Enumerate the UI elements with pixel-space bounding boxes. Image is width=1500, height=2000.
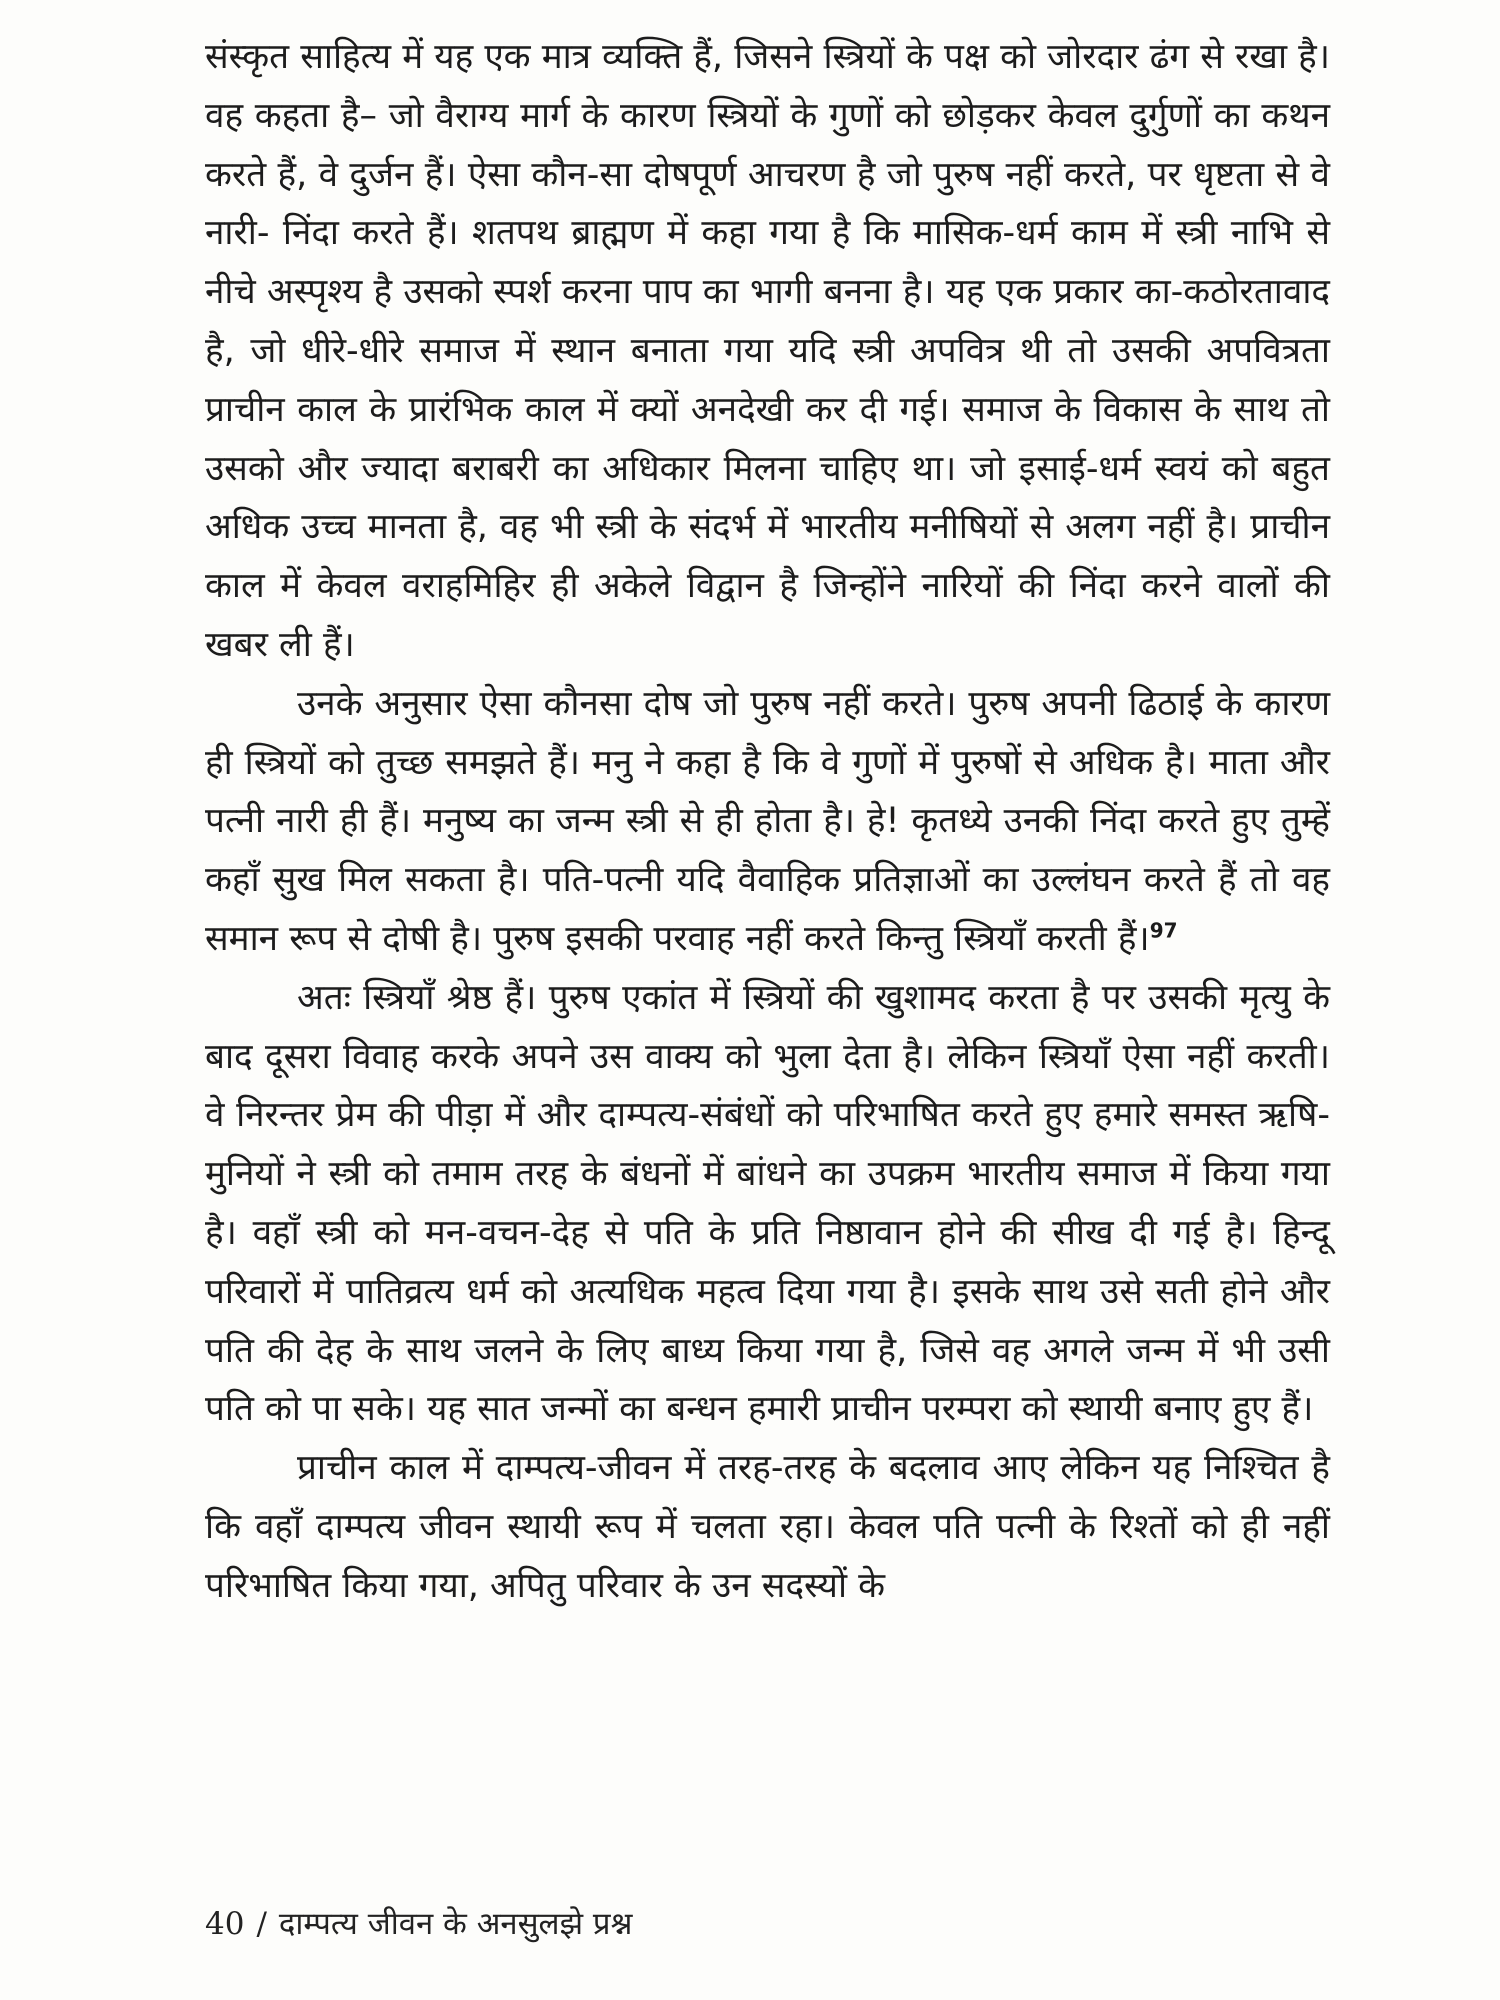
paragraph-1 (205, 28, 1330, 675)
footnote-reference: 97 (1149, 918, 1178, 943)
paragraph-4-text: प्राचीन काल में दाम्पत्य-जीवन में तरह-तरह के बदलाव आए लेकिन यह निश्चित है कि वहाँ दाम्पत्य जीवन स्थायी रूप में चलता रहा। केवल पति पत्नी के रिश्तों को ही नहीं परिभाषित किया गया, अपितु परिवार के उन सदस्यों के (205, 1448, 1330, 1606)
paragraph-4 (205, 1439, 1330, 1615)
body-text (205, 28, 1330, 1616)
running-title: दाम्पत्य जीवन के अनसुलझे प्रश्न (278, 1906, 633, 1942)
paragraph-3 (205, 969, 1330, 1439)
paragraph-1-text: संस्कृत साहित्य में यह एक मात्र व्यक्ति हैं, जिसने स्त्रियों के पक्ष को जोरदार ढंग से रखा है। वह कहता है– जो वैराग्य मार्ग के कारण स्त्रियों के गुणों को छोड़कर केवल दुर्गुणों का कथन करते हैं, वे दुर्जन हैं। ऐसा कौन-सा दोषपूर्ण आचरण है जो पुरुष नहीं करते, पर धृष्टता से वे नारी- निंदा करते हैं। शतपथ ब्राह्मण में कहा गया है कि मासिक-धर्म काम में स्त्री नाभि से नीचे अस्पृश्य है उसको स्पर्श करना पाप का भागी बनना है। यह एक प्रकार का-कठोरतावाद है, जो धीरे-धीरे समाज में स्थान बनाता गया यदि स्त्री अपवित्र थी तो उसकी अपवित्रता प्राचीन काल के प्रारंभिक काल में क्यों अनदेखी कर दी गई। समाज के विकास के साथ तो उसको और ज्यादा बराबरी का अधिकार मिलना चाहिए था। जो इसाई-धर्म स्वयं को बहुत अधिक उच्च मानता है, वह भी स्त्री के संदर्भ में भारतीय मनीषियों से अलग नहीं है। प्राचीन काल में केवल वराहमिहिर ही अकेले विद्वान है जिन्होंने नारियों की निंदा करने वालों की खबर ली हैं। (205, 37, 1330, 665)
page-footer (205, 1902, 632, 1944)
footer-separator: / (256, 1906, 267, 1942)
page-number: 40 (205, 1906, 245, 1942)
paragraph-3-text: अतः स्त्रियाँ श्रेष्ठ हैं। पुरुष एकांत में स्त्रियों की खुशामद करता है पर उसकी मृत्यु के बाद दूसरा विवाह करके अपने उस वाक्य को भुला देता है। लेकिन स्त्रियाँ ऐसा नहीं करती। वे निरन्तर प्रेम की पीड़ा में और दाम्पत्य-संबंधों को परिभाषित करते हुए हमारे समस्त ऋषि-मुनियों ने स्त्री को तमाम तरह के बंधनों में बांधने का उपक्रम भारतीय समाज में किया गया है। वहाँ स्त्री को मन-वचन-देह से पति के प्रति निष्ठावान होने की सीख दी गई है। हिन्दू परिवारों में पातिव्रत्य धर्म को अत्यधिक महत्व दिया गया है। इसके साथ उसे सती होने और पति की देह के साथ जलने के लिए बाध्य किया गया है, जिसे वह अगले जन्म में भी उसी पति को पा सके। यह सात जन्मों का बन्धन हमारी प्राचीन परम्परा को स्थायी बनाए हुए हैं। (205, 977, 1330, 1430)
paragraph-2-text: उनके अनुसार ऐसा कौनसा दोष जो पुरुष नहीं करते। पुरुष अपनी ढिठाई के कारण ही स्त्रियों को तुच्छ समझते हैं। मनु ने कहा है कि वे गुणों में पुरुषों से अधिक है। माता और पत्नी नारी ही हैं। मनुष्य का जन्म स्त्री से ही होता है। हे! कृतध्ये उनकी निंदा करते हुए तुम्हें कहाँ सुख मिल सकता है। पति-पत्नी यदि वैवाहिक प्रतिज्ञाओं का उल्लंघन करते हैं तो वह समान रूप से दोषी है। पुरुष इसकी परवाह नहीं करते किन्तु स्त्रियाँ करती हैं। (205, 683, 1330, 959)
paragraph-2 (205, 675, 1330, 969)
